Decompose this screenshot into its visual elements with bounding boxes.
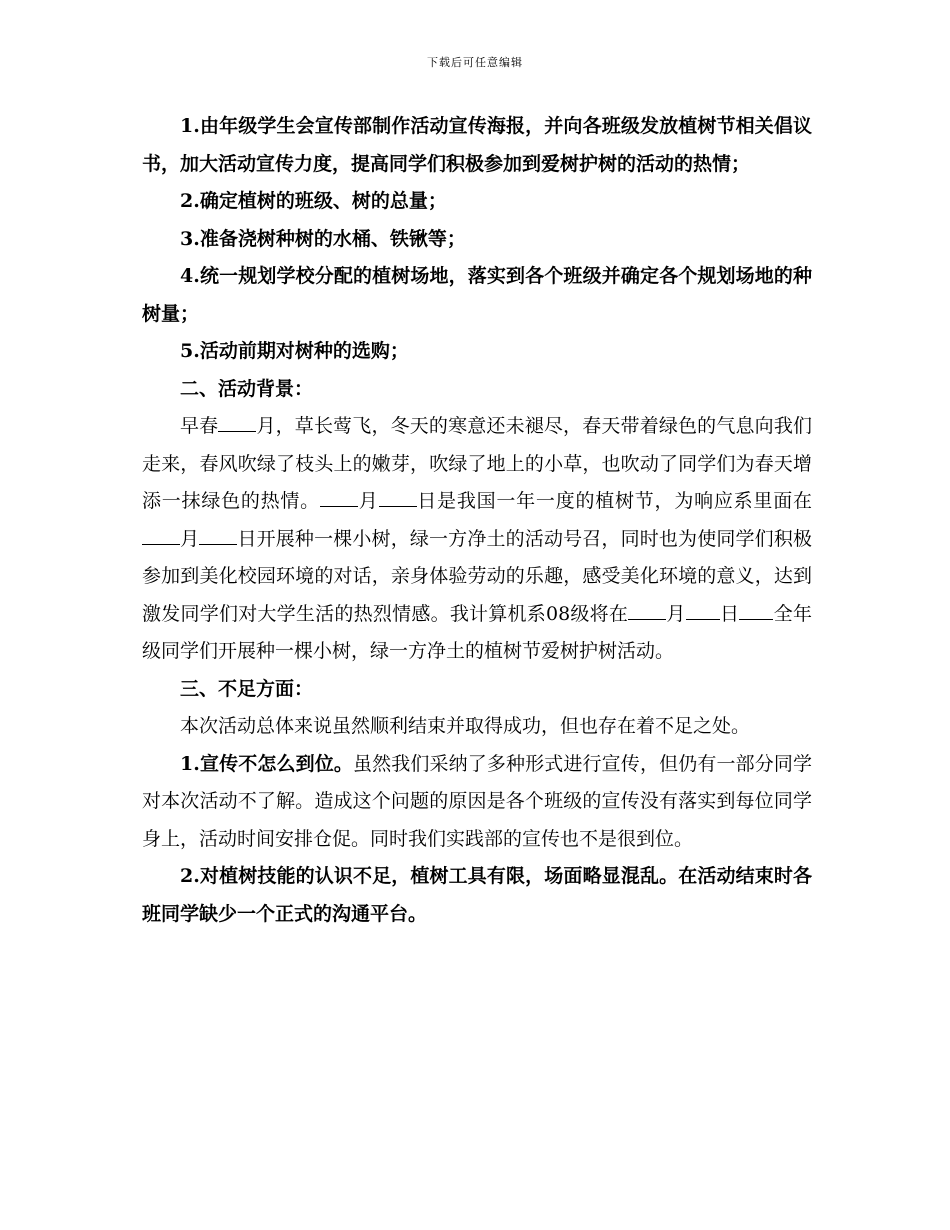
blank-underline xyxy=(142,526,180,544)
list-item-4: 4.统一规划学校分配的植树场地，落实到各个班级并确定各个规划场地的种树量； xyxy=(142,265,812,325)
blank-underline xyxy=(628,601,666,619)
shortcomings-summary: 本次活动总体来说虽然顺利结束并取得成功，但也存在着不足之处。 xyxy=(180,715,751,737)
blank-underline xyxy=(739,601,773,619)
list-item-3: 3.准备浇树种树的水桶、铁锹等； xyxy=(180,227,466,250)
list-item-2: 2.确定植树的班级、树的总量； xyxy=(180,190,447,212)
background-text-i: 全年级同学们开展种一棵小树，绿一方净土的植树节爱树护树活动。 xyxy=(142,602,812,662)
shortcoming-item-2: 2.对植树技能的认识不足，植树工具有限，场面略显混乱。在活动结束时各班同学缺少一个正式的沟通平台。 xyxy=(142,865,812,925)
shortcoming-item-1-body: 虽然我们采纳了多种形式进行宣传，但仍有一部分同学对本次活动不了解。造成这个问题的原因是各个班级的宣传没有落实到每位同学身上，活动时间安排仓促。同时我们实践部的宣传也不是很到位。 xyxy=(142,752,812,850)
background-text-c: 月 xyxy=(357,490,379,512)
background-text-e: 月 xyxy=(180,527,200,550)
background-text-a: 早春 xyxy=(180,415,219,437)
background-text-g: 月 xyxy=(666,602,686,625)
section-heading-background: 二、活动背景： xyxy=(180,377,314,400)
background-text-b: 月，草长莺飞，冬天的寒意还未褪尽，春天带着绿色的气息向我们走来，春风吹绿了枝头上的嫩芽，吹绿了地上的小草，也吹动了同学们为春天增添一抹绿色的热情。 xyxy=(142,415,812,512)
blank-underline xyxy=(320,489,358,507)
list-item-1: 1.由年级学生会宣传部制作活动宣传海报，并向各班级发放植树节相关倡议书，加大活动宣传力度，提高同学们积极参加到爱树护树的活动的热情； xyxy=(142,115,812,175)
blank-underline xyxy=(379,489,417,507)
section-heading-shortcomings: 三、不足方面： xyxy=(180,677,314,700)
background-text-h: 日 xyxy=(719,602,740,625)
background-text-f: 日开展种一棵小树，绿一方净土的活动号召，同时也为使同学们积极参加到美化校园环境的对话，亲身体验劳动的乐趣，感受美化环境的意义，达到激发同学们对大学生活的热烈情感。我计算机系08级将在 xyxy=(142,527,812,625)
background-text-d: 日是我国一年一度的植树节，为响应系里面在 xyxy=(416,490,812,512)
document-body xyxy=(142,108,812,933)
shortcoming-item-1-title: 1.宣传不怎么到位。 xyxy=(180,752,353,775)
blank-underline xyxy=(686,601,720,619)
header-note: 下载后可任意编辑 xyxy=(427,56,523,69)
blank-underline xyxy=(199,526,237,544)
list-item-5: 5.活动前期对树种的选购； xyxy=(180,340,409,362)
shortcoming-item-1 xyxy=(142,746,812,859)
background-paragraph xyxy=(142,408,812,671)
blank-underline xyxy=(218,414,256,432)
